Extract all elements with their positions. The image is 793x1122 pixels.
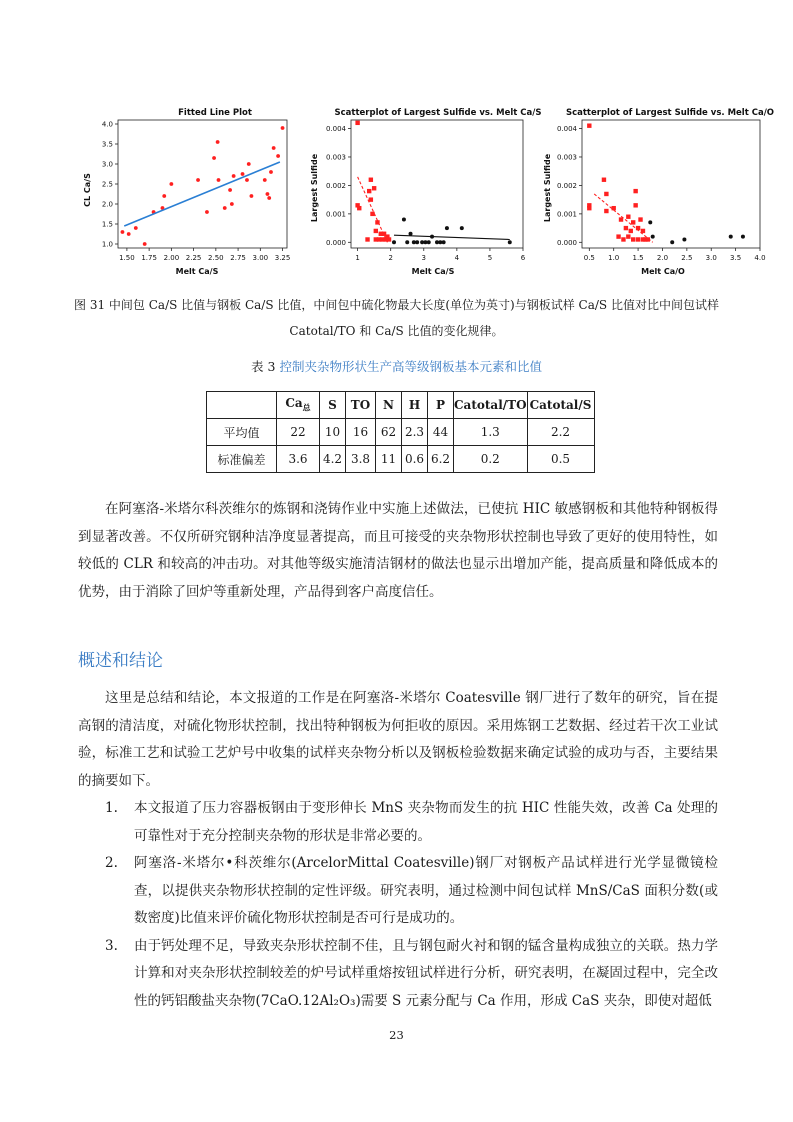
- list-item-number: 2.: [105, 855, 118, 871]
- table-cell: 标准偏差: [207, 446, 277, 473]
- data-point-square: [587, 206, 591, 210]
- y-tick-label: 0.004: [325, 125, 346, 134]
- data-point-square: [633, 203, 637, 207]
- data-point-square: [631, 237, 635, 241]
- y-tick-label: 0.001: [556, 210, 577, 219]
- data-point: [250, 194, 254, 198]
- conclusions-list: [78, 795, 718, 1015]
- data-point: [281, 126, 285, 130]
- data-point-circle: [415, 240, 419, 244]
- figure-caption-line2: Catotal/TO 和 Ca/S 比值的变化规律。: [289, 324, 504, 338]
- data-point: [196, 178, 200, 182]
- data-point-square: [633, 189, 637, 193]
- plot-frame: [118, 120, 287, 248]
- data-point-square: [355, 121, 359, 125]
- data-point-square: [374, 229, 378, 233]
- y-tick-label: 0.002: [556, 181, 577, 190]
- list-item-number: 1.: [105, 800, 118, 816]
- data-point-square: [626, 234, 630, 238]
- table-cell: 3.6: [277, 446, 320, 473]
- table-header-cell: Catotal/TO: [454, 392, 528, 419]
- fitted-line: [124, 162, 280, 226]
- data-point-circle: [651, 235, 655, 239]
- data-point-square: [641, 229, 645, 233]
- y-tick-label: 2.5: [101, 180, 113, 189]
- table-caption: [0, 357, 793, 375]
- table-cell: 0.5: [527, 446, 594, 473]
- x-axis-label: Melt Ca/S: [175, 267, 219, 276]
- x-tick-label: 4.0: [754, 254, 766, 262]
- table-cell: 16: [346, 419, 376, 446]
- table-cell: 0.6: [402, 446, 428, 473]
- data-point: [205, 210, 209, 214]
- data-point: [232, 174, 236, 178]
- table-header-cell: N: [376, 392, 402, 419]
- y-axis-label: Largest Sulfide: [543, 153, 552, 223]
- x-tick-label: 6: [520, 254, 526, 262]
- data-point-square: [365, 237, 369, 241]
- x-tick-label: 1.0: [608, 254, 620, 262]
- table-header-cell: H: [402, 392, 428, 419]
- scatterplot-sulfide-vs-ca-s-svg: [305, 100, 542, 280]
- x-tick-label: 3.5: [730, 254, 742, 262]
- data-point: [228, 188, 232, 192]
- table-header-cell: TO: [346, 392, 376, 419]
- table-header-cell: [277, 392, 320, 419]
- table-cell: 6.2: [428, 446, 454, 473]
- table-cell: 4.2: [320, 446, 346, 473]
- x-tick-label: 5: [487, 254, 493, 262]
- elements-table: [206, 391, 595, 473]
- data-point-circle: [445, 226, 449, 230]
- x-tick-label: 1: [355, 254, 360, 262]
- data-point-square: [638, 217, 642, 221]
- data-point: [266, 192, 270, 196]
- data-point-square: [602, 178, 606, 182]
- data-point: [121, 230, 125, 234]
- table-cell: 1.3: [454, 419, 528, 446]
- y-tick-label: 0.000: [325, 238, 346, 247]
- y-axis-label: CL Ca/S: [83, 173, 92, 207]
- data-point-circle: [402, 218, 406, 222]
- x-tick-label: 2.5: [681, 254, 693, 262]
- x-tick-label: 2: [388, 254, 393, 262]
- summary-paragraph: [78, 685, 718, 795]
- table-header-cell: S: [320, 392, 346, 419]
- data-point: [134, 226, 138, 230]
- data-point-circle: [405, 240, 409, 244]
- y-tick-label: 0.003: [325, 153, 346, 162]
- data-point-square: [367, 189, 371, 193]
- data-point-square: [375, 220, 379, 224]
- y-tick-label: 0.002: [325, 181, 346, 190]
- data-point-square: [619, 217, 623, 221]
- x-tick-label: 4: [454, 254, 460, 262]
- data-point-square: [626, 215, 630, 219]
- x-axis-label: Melt Ca/O: [641, 267, 685, 276]
- table-caption-title: 控制夹杂物形状生产高等级钢板基本元素和比值: [279, 359, 542, 374]
- data-point-circle: [508, 240, 512, 244]
- data-point-square: [387, 237, 391, 241]
- chart-title: Scatterplot of Largest Sulfide vs. Melt Ca/S: [334, 108, 542, 118]
- data-point: [263, 178, 267, 182]
- data-point: [162, 194, 166, 198]
- list-item: [78, 850, 718, 933]
- y-tick-label: 3.0: [101, 160, 113, 169]
- scatterplot-sulfide-vs-ca-o-svg: [538, 100, 775, 280]
- x-tick-label: 3.0: [705, 254, 717, 262]
- section-heading: 概述和结论: [78, 651, 163, 671]
- table-cell: 2.3: [402, 419, 428, 446]
- x-tick-label: 1.5: [632, 254, 644, 262]
- data-point-square: [636, 237, 640, 241]
- x-tick-label: 2.50: [208, 254, 224, 262]
- table-cell: 3.8: [346, 446, 376, 473]
- table-row: [207, 419, 595, 446]
- header-ca-subscript: 总: [302, 402, 311, 413]
- table-header-cell: P: [428, 392, 454, 419]
- table-cell: 平均值: [207, 419, 277, 446]
- fitted-line-plot: [80, 100, 295, 280]
- y-tick-label: 1.5: [101, 220, 113, 229]
- figure-caption: [70, 292, 723, 344]
- data-point-circle: [430, 235, 434, 239]
- data-point-circle: [670, 240, 674, 244]
- data-point: [272, 146, 276, 150]
- data-point-square: [604, 209, 608, 213]
- list-item: [78, 933, 718, 1016]
- x-tick-label: 1.75: [141, 254, 157, 262]
- x-tick-label: 3.25: [274, 254, 291, 262]
- page-number: 23: [389, 1028, 404, 1042]
- trend-line: [394, 235, 510, 239]
- table-caption-prefix: 表 3: [251, 359, 276, 374]
- table-cell: 0.2: [454, 446, 528, 473]
- data-point-square: [369, 197, 373, 201]
- data-point: [212, 156, 216, 160]
- data-point-square: [631, 220, 635, 224]
- data-point: [230, 202, 234, 206]
- list-item-text: 由于钙处理不足，导致夹杂形状控制不佳，且与钢包耐火衬和钢的锰含量构成独立的关联。热力学计算和对夹杂形状控制较差的炉号试样重熔按钮试样进行分析，研究表明，在凝固过程中，完全改性的钙铝酸盐夹杂物(7CaO.12Al₂O₃)需要 S 元素分配与 Ca 作用，形成 CaS 夹杂，即使对超低: [134, 937, 718, 1009]
- x-tick-label: 3.00: [252, 254, 269, 262]
- list-item: [78, 795, 718, 850]
- x-axis-label: Melt Ca/S: [411, 267, 455, 276]
- y-tick-label: 2.0: [101, 200, 113, 209]
- data-point: [143, 242, 147, 246]
- results-paragraph: [78, 496, 718, 606]
- table-cell: 22: [277, 419, 320, 446]
- x-tick-label: 3: [421, 254, 427, 262]
- data-point-square: [357, 206, 361, 210]
- table-header-cell: Catotal/S: [527, 392, 594, 419]
- data-point-circle: [682, 237, 686, 241]
- x-tick-label: 2.75: [230, 254, 246, 262]
- data-point: [241, 172, 245, 176]
- x-tick-label: 0.5: [583, 254, 595, 262]
- scatterplot-sulfide-vs-ca-s: [305, 100, 542, 280]
- y-tick-label: 0.000: [556, 238, 577, 247]
- figure-caption-line1: 图 31 中间包 Ca/S 比值与钢板 Ca/S 比值，中间包中硫化物最大长度(单位为英寸)与钢板试样 Ca/S 比值对比中间包试样: [74, 298, 719, 312]
- data-point-square: [587, 123, 591, 127]
- data-point-square: [616, 234, 620, 238]
- list-item-text: 阿塞洛-米塔尔•科茨维尔(ArcelorMittal Coatesville)钢厂对钢板产品试样进行光学显微镜检查，以提供夹杂物形状控制的定性评级。研究表明，通过检测中间包试样 MnS/CaS 面积分数(或数密度)比值来评价硫化物形状控制是否可行是成功的。: [134, 855, 718, 926]
- table-cell: 62: [376, 419, 402, 446]
- chart-title: Scatterplot of Largest Sulfide vs. Melt Ca/O: [565, 108, 775, 118]
- table-cell: 44: [428, 419, 454, 446]
- data-point: [169, 182, 173, 186]
- list-item-number: 3.: [105, 937, 118, 954]
- table-cell: 10: [320, 419, 346, 446]
- y-tick-label: 3.5: [101, 140, 113, 149]
- data-point-square: [369, 178, 373, 182]
- data-point: [269, 170, 273, 174]
- data-point-circle: [460, 226, 464, 230]
- y-tick-label: 1.0: [101, 240, 113, 249]
- y-tick-label: 4.0: [101, 120, 113, 129]
- data-point: [127, 232, 131, 236]
- data-point-circle: [741, 235, 745, 239]
- data-point-circle: [427, 240, 431, 244]
- data-point-circle: [648, 220, 652, 224]
- x-tick-label: 2.00: [163, 254, 180, 262]
- data-point-square: [372, 186, 376, 190]
- y-tick-label: 0.004: [556, 125, 577, 134]
- table-header-row: [207, 392, 595, 419]
- data-point: [247, 162, 251, 166]
- data-point-square: [624, 226, 628, 230]
- data-point-square: [611, 206, 615, 210]
- data-point-square: [621, 237, 625, 241]
- data-point: [245, 178, 249, 182]
- data-point: [276, 154, 280, 158]
- data-point-square: [370, 212, 374, 216]
- data-point: [267, 196, 271, 200]
- table-cell: 11: [376, 446, 402, 473]
- y-tick-label: 0.003: [556, 153, 577, 162]
- table-header-cell: [207, 392, 277, 419]
- data-point-circle: [392, 240, 396, 244]
- plot-frame: [582, 120, 760, 248]
- x-tick-label: 1.50: [119, 254, 135, 262]
- fitted-line-plot-svg: [80, 100, 295, 280]
- data-point-circle: [409, 232, 413, 236]
- data-point: [217, 178, 221, 182]
- results-paragraph-text: 在阿塞洛-米塔尔科茨维尔的炼钢和浇铸作业中实施上述做法，已使抗 HIC 敏感钢板和其他特种钢板得到显著改善。不仅所研究钢种洁净度显著提高，而且可接受的夹杂物形状控制也导致了更好的使用特性，如较低的 CLR 和较高的冲击功。对其他等级实施清洁钢材的做法也显示出增加产能，提高质量和降低成本的优势，由于消除了回炉等重新处理，产品得到客户高度信任。: [78, 501, 718, 600]
- data-point-square: [629, 229, 633, 233]
- header-ca: Ca: [285, 396, 303, 411]
- y-axis-label: Largest Sulfide: [310, 153, 319, 223]
- x-tick-label: 2.25: [185, 254, 202, 262]
- data-point: [216, 140, 220, 144]
- table-cell: 2.2: [527, 419, 594, 446]
- data-point-square: [604, 192, 608, 196]
- data-point-circle: [729, 235, 733, 239]
- chart-title: Fitted Line Plot: [178, 108, 252, 118]
- data-point-circle: [442, 240, 446, 244]
- data-point: [223, 206, 227, 210]
- y-tick-label: 0.001: [325, 210, 346, 219]
- data-point-square: [646, 237, 650, 241]
- x-tick-label: 2.0: [656, 254, 669, 262]
- scatterplot-sulfide-vs-ca-o: [538, 100, 775, 280]
- table-row: [207, 446, 595, 473]
- data-point-square: [636, 226, 640, 230]
- trend-line-dashed: [594, 194, 653, 242]
- summary-paragraph-text: 这里是总结和结论，本文报道的工作是在阿塞洛-米塔尔 Coatesville 钢厂进行了数年的研究，旨在提高钢的清洁度，对硫化物形状控制，找出特种钢板为何拒收的原因。采用炼钢工艺数据、经过若干次工业试验，标准工艺和试验工艺炉号中收集的试样夹杂物分析以及钢板检验数据来确定试验的成功与否，主要结果的摘要如下。: [78, 690, 718, 789]
- list-item-text: 本文报道了压力容器板钢由于变形伸长 MnS 夹杂物而发生的抗 HIC 性能失效，改善 Ca 处理的可靠性对于充分控制夹杂物的形状是非常必要的。: [134, 800, 718, 844]
